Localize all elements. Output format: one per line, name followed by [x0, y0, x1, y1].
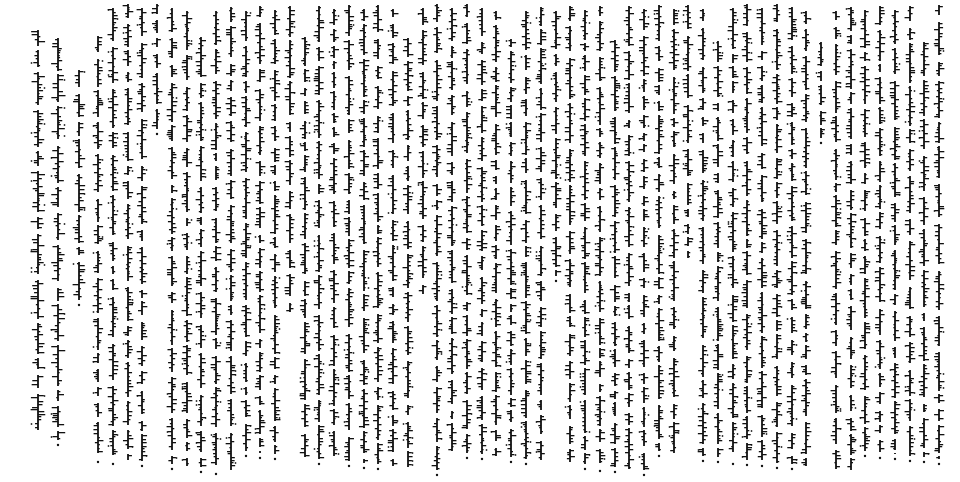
body-column	[328, 0, 340, 482]
body-column	[609, 0, 621, 482]
body-column	[874, 0, 886, 482]
body-column	[107, 0, 119, 482]
body-column	[904, 0, 916, 482]
body-column	[741, 0, 753, 482]
body-column	[786, 0, 798, 482]
body-column	[269, 0, 281, 482]
body-column	[284, 0, 296, 482]
body-column	[240, 0, 252, 482]
body-column	[92, 0, 104, 482]
body-column	[181, 0, 193, 482]
body-column	[830, 0, 842, 482]
body-column	[476, 0, 488, 482]
body-column	[638, 0, 650, 482]
body-column	[815, 0, 827, 482]
body-column	[122, 0, 134, 482]
body-column	[771, 0, 783, 482]
body-column	[682, 0, 694, 482]
body-column	[623, 0, 635, 482]
body-column	[431, 0, 443, 482]
body-column	[505, 0, 517, 482]
body-column	[520, 0, 532, 482]
body-column	[550, 0, 562, 482]
body-column	[299, 0, 311, 482]
body-column	[845, 0, 857, 482]
body-column	[697, 0, 709, 482]
body-column	[490, 0, 502, 482]
body-column	[564, 0, 576, 482]
body-column	[889, 0, 901, 482]
body-column	[461, 0, 473, 482]
body-column	[933, 0, 945, 482]
body-column	[136, 0, 148, 482]
body-column	[859, 0, 871, 482]
body-column	[594, 0, 606, 482]
body-column	[402, 0, 414, 482]
body-column	[372, 0, 384, 482]
body-column	[653, 0, 665, 482]
body-column	[535, 0, 547, 482]
body-column	[358, 0, 370, 482]
body-column	[800, 0, 812, 482]
body-column	[313, 0, 325, 482]
body-column	[343, 0, 355, 482]
body-column	[756, 0, 768, 482]
body-column	[727, 0, 739, 482]
body-column	[579, 0, 591, 482]
body-column	[166, 0, 178, 482]
body-column	[254, 0, 266, 482]
body-column	[225, 0, 237, 482]
title-line-2	[50, 0, 66, 482]
title-line-3	[72, 0, 86, 482]
body-column	[668, 0, 680, 482]
title-line-1	[30, 0, 46, 482]
body-column	[918, 0, 930, 482]
body-column	[712, 0, 724, 482]
body-column	[417, 0, 429, 482]
body-column	[446, 0, 458, 482]
body-column	[195, 0, 207, 482]
body-column	[387, 0, 399, 482]
body-column	[210, 0, 222, 482]
body-column	[151, 0, 163, 482]
